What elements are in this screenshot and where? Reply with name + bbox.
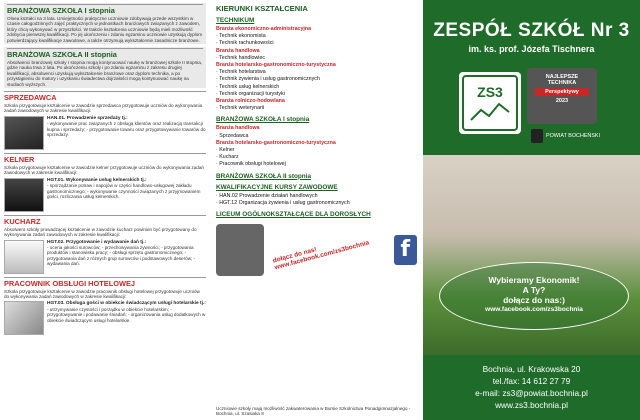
hotel-items: - utrzymywanie czystości i porządku w obiekcie hotelarskim; - przygotowywanie i podawanie śniadań; - organizowania usług dodatkowych w obiekcie świadczącym usługi hotelarskie. [47, 306, 206, 323]
kucharz-qualification: HGT.02. Przygotowanie i wydawanie dań tj.: [47, 239, 147, 245]
ranking-badge [527, 68, 597, 124]
kucharz-items: - ocena jakości surowców; - przechowywania żywności; - przygotowania produktów i stanowiska pracy; - obsługi sprzętu gastronomicznego; - przygotowania dań z różnych grup surowców i podstawowych deserów; - wydawania dań. [47, 244, 196, 267]
bs1-branch-handel: Branża handlowa [216, 125, 260, 132]
sprzedawca-qualification: HAN.01. Prowadzenie sprzedaży tj.: [47, 115, 128, 121]
bubble-facebook-link[interactable]: www.facebook.com/zs3bochnia [485, 306, 583, 313]
promo-bubble [439, 262, 629, 330]
technikum-heading: TECHNIKUM [216, 17, 255, 24]
tech-weterynarii: · Technik weterynarii [216, 105, 265, 112]
bs2-heading: BRANŻOWA SZKOŁA II stopnia [216, 172, 312, 180]
cash-register-photo [4, 116, 44, 150]
bubble-line3: dołącz do nas:) [503, 295, 565, 305]
bs1-sprzedawca: · Sprzedawca [216, 132, 249, 139]
sprzedawca-items: - wykonywanie prac związanych z obsługą klientów oraz realizacją transakcji kupna i sprzedaży; - przygotowanie towaru oraz przygotowywanie towarów do sprzedaży. [47, 121, 206, 138]
bs1-title: BRANŻOWA SZKOŁA I stopnia [7, 4, 203, 15]
hotel-text: Szkoła przygotowuje kształcenie w zawodzie pracownik obsługi hotelowej przygotowuje uczniów do wykonywania zadań zawodowych w zakresie kwalifikacji: [4, 288, 200, 299]
left-column [0, 0, 210, 420]
address: Bochnia, ul. Krakowska 20 [482, 364, 581, 374]
kelner-text: Szkoła przygotowuje kształcenie w zawodzie kelner przygotowuje uczniów do wykonywania zadań zawodowych w zakresie kwalifikacji: [4, 164, 204, 176]
bs1-branch-hotel: Branża hotelarsko-gastronomiczno-turystyczna [216, 139, 336, 146]
school-patron: im. ks. prof. Józefa Tischnera [468, 44, 595, 54]
bubble-line2: A Ty? [522, 285, 546, 295]
kkz-heading: KWALIFIKACYJNE KURSY ZAWODOWE [216, 183, 338, 191]
website-link[interactable]: www.zs3.bochnia.pl [495, 400, 568, 410]
waiter-photo [4, 178, 44, 212]
kelner-section [4, 153, 206, 212]
badge-line1: NAJLEPSZE [545, 74, 579, 80]
powiat-logo [531, 126, 635, 146]
hotel-qualification: HGT.03. Obsługa gości w obiekcie świadczącym usługi hotelarskie tj.: [47, 301, 206, 307]
branch-econ: Branża ekonomiczno-administracyjna [216, 26, 312, 32]
bs1-kucharz: · Kucharz [216, 154, 239, 161]
school-logo-icon [216, 224, 264, 276]
kierunki-heading: KIERUNKI KSZTAŁCENIA [216, 4, 308, 13]
tech-zywienia: · Technik żywienia i usług gastronomicznych [216, 76, 320, 83]
right-column [423, 0, 640, 420]
branch-rolnicza: Branża rolniczo-hodowlana [216, 98, 285, 105]
tech-ekonomista: · Technik ekonomista [216, 33, 266, 40]
bs1-text: Olnea kształci na 3 lata. Umiejętności praktyczne uczniowie zdobywają przede wszystkim w czasie całogodzinnych zajęć praktycznych w jednostkach branżowych związanych z zawodem, który chcą wykonywać w przyszłości. W trakcie kształcenia uczniowie będą mieli możliwość zdobycia pierwszej kwalifikacji. Po jej ukończeniu i zdaniu egzaminu uczniowie uzyskują dyplom potwierdzający kwalifikacje zawodowe, a także otrzymują wykształcenie zasadnicze branżowe. [7, 16, 203, 43]
kelner-title: KELNER [4, 153, 206, 164]
kkz-han02: · HAN.02 Prowadzenie działań handlowych [216, 192, 318, 199]
dormitory-note: Uczniowie szkoły mają możliwość zakwaterowania w Bursie Szkolnictwa Ponadgimnazjalnego - Bochnia, ul. Szasiaka 8 [216, 405, 411, 417]
phone: tel./fax: 14 612 27 79 [492, 376, 571, 386]
email-link[interactable]: e-mail: zs3@powiat.bochnia.pl [475, 388, 588, 398]
hotel-section [4, 277, 206, 336]
tech-turystyki: · Technik organizacji turystyki [216, 90, 285, 97]
bs2-title: BRANŻOWA SZKOŁA II stopnia [7, 48, 203, 59]
tech-rachunkowosci: · Technik rachunkowości [216, 40, 274, 47]
badge-line3: Perspektywy [535, 88, 589, 96]
bs2-text: Absolwenci branżowej szkoły I stopnia mogą kontynuować naukę w branżowej szkole II stopnia, gdzie nauka trwa 2 lata. Po ukończeniu szkoły i po zdaniu egzaminu z zakresu drugiej kwalifikacji, absolwenci uzyskują wykształcenie branżowe oraz dyplom technika, a po przystąpieniu do matury i uzyskaniu świadectwa dojrzałości mogą kontynuować naukę na studiach wyższych. [7, 60, 203, 87]
bs2-section [4, 47, 206, 88]
kucharz-text: Absolwent szkoły prowadzącej kształcenie w zawodzie kucharz powinien być przygotowany do wykonywania zadań zawodowych w zakresie kwalifikacji: [4, 226, 197, 238]
contact-footer [423, 355, 640, 420]
facebook-icon[interactable]: f [394, 235, 417, 265]
tech-kelnerskich: · Technik usług kelnerskich [216, 83, 280, 90]
badge-line2: TECHNIKA [547, 80, 577, 86]
join-us-note: dołącz do nas! www.facebook.com/zs3bochnia [272, 239, 371, 272]
branch-handel: Branża handlowa [216, 47, 260, 54]
school-title: ZESPÓŁ SZKÓŁ Nr 3 [433, 20, 630, 41]
powiat-label: POWIAT BOCHEŃSKI [546, 133, 601, 139]
school-logo-icon [459, 72, 521, 134]
tech-handlowiec: · Technik handlowiec [216, 54, 266, 61]
bs1-heading: BRANŻOWA SZKOŁA I stopnia [216, 116, 310, 124]
tech-hotelarstwa: · Technik hotelarstwa [216, 69, 266, 76]
powiat-crest-icon [531, 129, 543, 143]
chef-photo [4, 240, 44, 274]
sprzedawca-title: SPRZEDAWCA [4, 91, 206, 102]
svg-text:ZS3: ZS3 [477, 84, 503, 100]
kelner-items: - sporządzanie potraw i napojów w części handlowo-usługowej zakładu gastronomicznego; - wykonywanie czynności związanych z przyjmowaniem gości, rozliczania usług kelnerskich. [47, 183, 201, 199]
badge-year: 2023 [555, 98, 569, 104]
bs1-kelner: · Kelner [216, 147, 235, 154]
sprzedawca-section [4, 91, 206, 150]
kucharz-section [4, 215, 206, 274]
kkz-hgt12: · HGT.12 Organizacja żywienia i usług gastronomicznych [216, 199, 350, 206]
hotel-photo [4, 301, 44, 335]
hotel-title: PRACOWNIK OBSŁUGI HOTELOWEJ [4, 277, 206, 288]
kucharz-title: KUCHARZ [4, 215, 206, 226]
bs1-hotelowej: · Pracownik obsługi hotelowej [216, 161, 286, 168]
sprzedawca-text: Szkoła przygotowuje kształcenie w zawodzie sprzedawca przygotowuje uczniów do wykonywania zadań zawodowych w zakresie kwalifikacji: [4, 103, 203, 114]
lo-heading: LICEUM OGÓLNOKSZTAŁCĄCE DLA DOROSŁYCH [216, 211, 371, 219]
bubble-line1: Wybieramy Ekonomik! [488, 275, 580, 285]
branch-hotel: Branża hotelarsko-gastronomiczno-turystyczna [216, 62, 336, 69]
kelner-qualification: HGT.01. Wykonywanie usług kelnerskich tj.: [47, 177, 147, 183]
bs1-section [4, 3, 206, 44]
middle-column [210, 0, 423, 420]
